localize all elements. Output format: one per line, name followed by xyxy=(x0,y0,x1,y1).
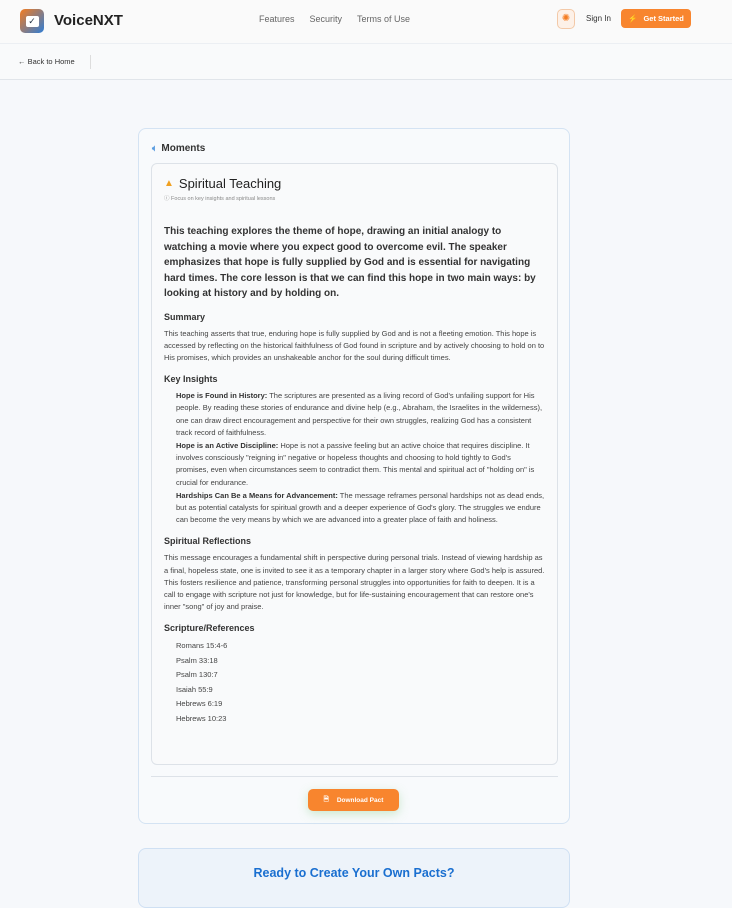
reference-item: Romans 15:4-6 xyxy=(176,641,228,651)
nav-features[interactable]: Features xyxy=(259,14,295,24)
teaching-title xyxy=(164,176,545,191)
focus-text: Focus on key insights and spiritual lessons xyxy=(171,196,276,202)
references-heading: Scripture/References xyxy=(164,623,255,634)
sub-header xyxy=(0,44,732,80)
reflections-text: This message encourages a fundamental shift in perspective during personal trials. Instead of viewing hardship as a final, hopeless state, one is invited to see it as a temporary chapter in a larger story where God's help is assured. This fosters resilience and patience, transforming personal struggles into opportunities for faith to deepen. It is a call to engage with scripture not just for knowledge, but for life-sustaining encouragement that can restore one's inner "song" of joy and praise. xyxy=(164,553,545,612)
speaker-icon: 🔈︎ xyxy=(152,143,158,153)
focus-note: ⓘ Focus on key insights and spiritual lessons xyxy=(164,196,276,202)
insight-title: Hope is Found in History: xyxy=(176,391,268,401)
moments-title xyxy=(152,143,205,154)
teaching-panel xyxy=(151,163,558,765)
sparkle-icon[interactable]: ✺ xyxy=(557,9,575,29)
divider xyxy=(90,55,91,69)
rocket-icon: ⚡ xyxy=(628,14,638,23)
back-to-home-link[interactable] xyxy=(18,57,75,66)
teaching-title-text: Spiritual Teaching xyxy=(178,176,282,191)
reference-item: Hebrews 10:23 xyxy=(176,713,227,723)
summary-text: This teaching asserts that true, enduring hope is fully supplied by God and is not a fleeting emotion. This hope is accessed by reflecting on the historical faithfulness of God found in scripture and by actively choosing to hold on to His promises, which provides an unshakeable anchor for the soul during difficult times. xyxy=(164,328,545,362)
top-header xyxy=(0,0,732,44)
cta-banner xyxy=(138,848,570,908)
get-started-button[interactable] xyxy=(621,9,691,28)
sign-in-link[interactable]: Sign In xyxy=(586,14,611,23)
arrow-left-icon: ← xyxy=(18,57,26,66)
references-list xyxy=(164,639,545,726)
reference-item: Psalm 130:7 xyxy=(176,670,218,680)
main-nav xyxy=(259,14,410,24)
reference-item: Hebrews 6:19 xyxy=(176,699,223,709)
divider xyxy=(151,776,558,777)
insights-heading: Key Insights xyxy=(164,374,218,385)
nav-security[interactable]: Security xyxy=(309,14,343,24)
moments-label: Moments xyxy=(161,143,206,154)
cta-title: Ready to Create Your Own Pacts? xyxy=(253,866,455,880)
insight-title: Hardships Can Be a Means for Advancement: xyxy=(176,490,338,500)
brand-name[interactable]: VoiceNXT xyxy=(54,12,123,29)
insight-text: The message reframes personal hardships not as dead ends, but as potential catalysts for spiritual growth and a deeper experience of God's glory. The struggles we endure can become the very means by which we are advanced into a greater place of faith and holiness. xyxy=(176,490,545,525)
summary-heading: Summary xyxy=(164,311,206,322)
get-started-label: Get Started xyxy=(643,14,684,23)
insight-item xyxy=(176,440,545,489)
reflections-heading: Spiritual Reflections xyxy=(164,536,252,547)
back-label: Back to Home xyxy=(27,57,75,66)
praying-icon: ▲ xyxy=(164,178,174,189)
nav-terms[interactable]: Terms of Use xyxy=(357,14,411,24)
lead-paragraph: This teaching explores the theme of hope, drawing an initial analogy to watching a movie where you expect good to overcome evil. The speaker emphasizes that hope is fully supplied by God and is essential for navigating hard times. The core lesson is that we can find this hope in two main ways: by looking at history and by holding on. xyxy=(164,226,536,299)
insight-text: Hope is not a passive feeling but an active choice that requires discipline. It involves consciously "reigning in" negative or hopeless thoughts and choosing to hold tightly to God's promises, even when circumstances seem to contradict them. This mental and spiritual act of "holding on" is crucial for endurance. xyxy=(176,440,535,487)
reference-item: Isaiah 55:9 xyxy=(176,684,213,694)
moments-card xyxy=(138,128,570,824)
download-pact-button[interactable] xyxy=(308,789,399,811)
insight-item xyxy=(176,490,545,527)
logo-icon[interactable]: ✓ xyxy=(20,9,44,33)
download-label: Download Pact xyxy=(336,796,384,804)
insights-list xyxy=(164,390,545,526)
insight-item xyxy=(176,390,545,439)
insight-title: Hope is an Active Discipline: xyxy=(176,440,279,450)
document-icon: 🗎︎ xyxy=(323,795,329,803)
reference-item: Psalm 33:18 xyxy=(176,655,218,665)
insight-text: The scriptures are presented as a living record of God's unfailing support for His people. By reading these stories of endurance and divine help (e.g., Abraham, the Israelites in the wilderness), one can draw direct encouragement and perspective for their own struggles, realizing God has a consistent track record of faithfulness. xyxy=(176,391,543,437)
